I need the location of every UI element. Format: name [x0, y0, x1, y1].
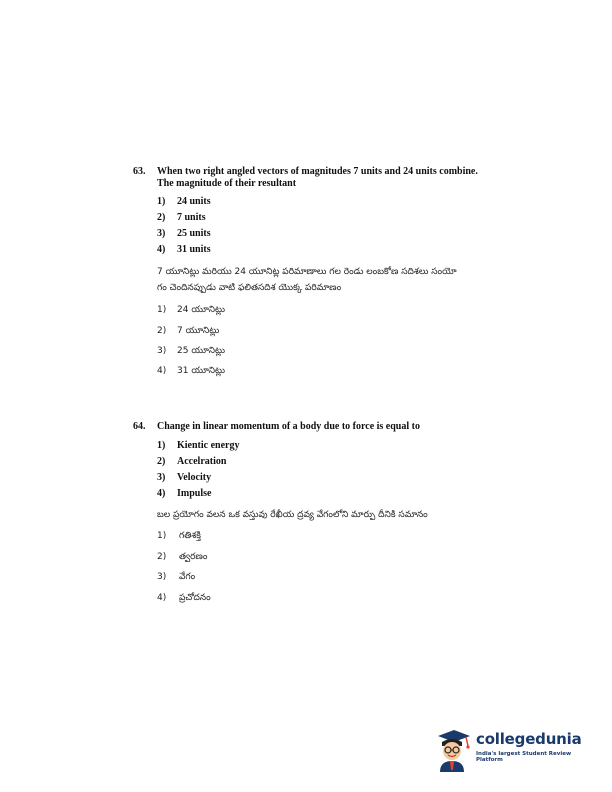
q64-option-1-text: Kientic energy [177, 440, 240, 451]
logo-tagline: India's largest Student Review Platform [476, 751, 572, 763]
q63-telugu-option-1-text: 24 యూనిట్లు [177, 305, 226, 315]
question-64-text: Change in linear momentum of a body due to force is equal to [157, 421, 420, 432]
question-63-number: 63. [133, 166, 146, 177]
q64-option-3-number: 3) [157, 472, 166, 483]
q63-option-1-text: 24 units [177, 196, 211, 207]
q64-telugu-option-2-number: 2) [157, 552, 167, 562]
q64-option-3-text: Velocity [177, 472, 212, 483]
q64-telugu-option-3-number: 3) [157, 572, 167, 582]
q64-option-4-text: Impulse [177, 488, 212, 499]
q64-option-2-text: Accelration [177, 456, 227, 467]
q63-option-3-number: 3) [157, 228, 166, 239]
q63-telugu-option-3-number: 3) [157, 346, 167, 356]
q63-telugu-option-2-text: 7 యూనిట్లు [177, 326, 220, 336]
q63-option-2-text: 7 units [177, 212, 206, 223]
mascot-icon [432, 726, 472, 774]
question-63-text-line2: The magnitude of their resultant [157, 178, 297, 189]
q63-option-1-number: 1) [157, 196, 166, 207]
question-64-number: 64. [133, 421, 146, 432]
logo-wordmark: collegedunia [476, 730, 582, 748]
q64-telugu-option-1-number: 1) [157, 531, 167, 541]
question-64-telugu-line1: బల ప్రయోగం వలన ఒక వస్తువు రేఖీయ ద్రవ్య వేగంలోని మార్పు దీనికి సమానం [157, 510, 428, 520]
q63-option-4-number: 4) [157, 244, 166, 255]
q64-telugu-option-2-text: త్వరణం [179, 552, 208, 562]
q64-telugu-option-4-number: 4) [157, 593, 167, 603]
q63-option-2-number: 2) [157, 212, 166, 223]
q63-telugu-option-3-text: 25 యూనిట్లు [177, 346, 226, 356]
q64-option-4-number: 4) [157, 488, 166, 499]
q63-telugu-option-4-number: 4) [157, 366, 167, 376]
q64-telugu-option-3-text: వేగం [179, 572, 196, 582]
q64-telugu-option-1-text: గతిశక్తి [179, 531, 201, 541]
question-63-telugu-line2: గం చెందినప్పుడు వాటి ఫలితసదిశ యొక్క పరిమాణం [157, 283, 342, 293]
q64-option-2-number: 2) [157, 456, 166, 467]
q64-telugu-option-4-text: ప్రచోదనం [179, 593, 211, 603]
question-63-telugu-line1: 7 యూనిట్లు మరియు 24 యూనిట్ల పరిమాణాలు గల రెండు లంబకోణ సదిశలు సంయో [157, 267, 457, 277]
q63-telugu-option-1-number: 1) [157, 305, 167, 315]
q64-option-1-number: 1) [157, 440, 166, 451]
q63-telugu-option-4-text: 31 యూనిట్లు [177, 366, 226, 376]
q63-option-3-text: 25 units [177, 228, 211, 239]
collegedunia-logo [432, 726, 582, 776]
q63-telugu-option-2-number: 2) [157, 326, 167, 336]
q63-option-4-text: 31 units [177, 244, 211, 255]
question-63-text-line1: When two right angled vectors of magnitudes 7 units and 24 units combine. [157, 166, 478, 177]
